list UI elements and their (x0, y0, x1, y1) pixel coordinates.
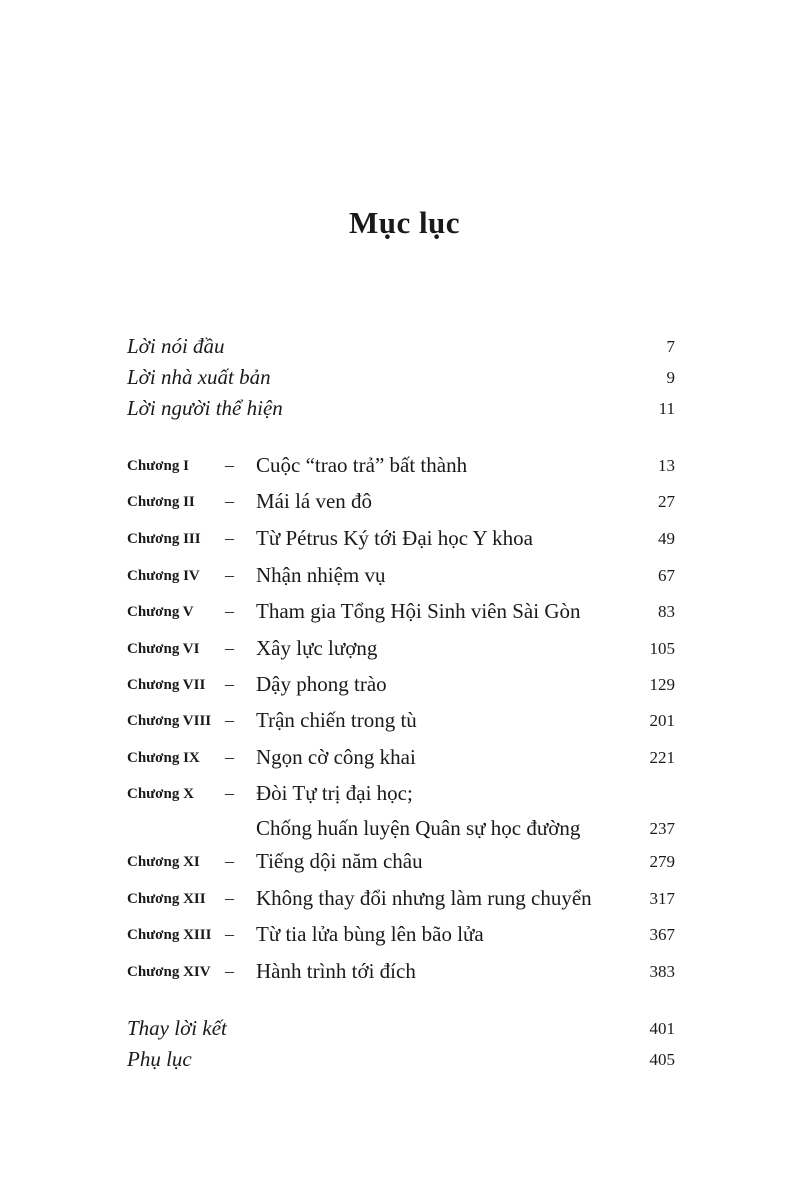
toc-entry-publisher-note (127, 362, 675, 392)
page-number: 83 (658, 602, 675, 621)
chapter-title: Nhận nhiệm vụ (256, 563, 386, 587)
toc-entry-chapter-14 (127, 956, 675, 986)
toc-entry-chapter-6 (127, 633, 675, 663)
separator-dash: – (225, 747, 234, 767)
page-number: 405 (649, 1050, 675, 1069)
chapter-title: Từ Pétrus Ký tới Đại học Y khoa (256, 526, 533, 550)
chapter-label: Chương VI (127, 641, 200, 657)
page-number: 129 (649, 675, 675, 694)
chapter-title: Từ tia lửa bùng lên bão lửa (256, 922, 484, 946)
chapter-title: Xây lực lượng (256, 636, 378, 660)
toc-entry-appendix (127, 1044, 675, 1074)
page-number: 105 (649, 639, 675, 658)
page-number: 49 (658, 529, 675, 548)
separator-dash: – (225, 888, 234, 908)
separator-dash: – (225, 961, 234, 981)
page-number: 11 (658, 399, 675, 418)
page-number: 401 (649, 1019, 675, 1038)
chapter-title: Trận chiến trong tù (256, 708, 417, 732)
toc-entry-chapter-4 (127, 560, 675, 590)
chapter-label: Chương XIII (127, 927, 212, 943)
page-number: 67 (658, 566, 675, 585)
chapter-label: Chương III (127, 531, 201, 547)
separator-dash: – (225, 924, 234, 944)
chapter-label: Chương II (127, 494, 195, 510)
chapter-label: Chương X (127, 786, 194, 802)
toc-entry-chapter-7 (127, 669, 675, 699)
toc-entry-conclusion (127, 1013, 675, 1043)
toc-entry-chapter-11 (127, 846, 675, 876)
toc-entry-chapter-3 (127, 523, 675, 553)
chapter-title: Hành trình tới đích (256, 959, 416, 983)
chapter-title: Mái lá ven đô (256, 489, 373, 513)
page-number: 317 (649, 889, 675, 908)
page-number: 27 (658, 492, 675, 511)
chapter-title: Tiếng dội năm châu (256, 849, 423, 873)
chapter-label: Chương XII (127, 891, 206, 907)
page-number: 201 (649, 711, 675, 730)
separator-dash: – (225, 674, 234, 694)
toc-entry-chapter-8 (127, 705, 675, 735)
chapter-title: Đòi Tự trị đại học; (256, 781, 413, 805)
chapter-title-line-2: Chống huấn luyện Quân sự học đường (256, 816, 581, 840)
page-number: 221 (649, 748, 675, 767)
entry-title: Phụ lục (127, 1047, 192, 1071)
page-number: 13 (658, 456, 675, 475)
page-number: 279 (649, 852, 675, 871)
page-title: Mục lục (348, 205, 461, 240)
page-number: 9 (666, 368, 675, 387)
page-number: 7 (666, 337, 675, 356)
chapter-title: Không thay đổi nhưng làm rung chuyển (256, 886, 592, 910)
chapter-label: Chương XI (127, 854, 200, 870)
separator-dash: – (225, 783, 234, 803)
toc-entry-chapter-1 (127, 450, 675, 480)
chapter-label: Chương XIV (127, 964, 211, 980)
chapter-label: Chương VIII (127, 713, 212, 729)
separator-dash: – (225, 565, 234, 585)
entry-title: Lời nhà xuất bản (127, 365, 271, 389)
toc-entry-chapter-2 (127, 486, 675, 516)
toc-entry-presenter-note (127, 393, 675, 423)
chapter-label: Chương IX (127, 750, 200, 766)
toc-entry-chapter-12 (127, 883, 675, 913)
separator-dash: – (225, 455, 234, 475)
chapter-title: Dậy phong trào (256, 672, 387, 696)
page-number: 367 (649, 925, 675, 944)
separator-dash: – (225, 638, 234, 658)
chapter-label: Chương V (127, 604, 194, 620)
separator-dash: – (225, 491, 234, 511)
toc-entry-chapter-10 (127, 778, 675, 844)
toc-entry-chapter-13 (127, 919, 675, 949)
chapter-label: Chương IV (127, 568, 200, 584)
separator-dash: – (225, 528, 234, 548)
toc-entry-chapter-9 (127, 742, 675, 772)
page-number: 237 (649, 819, 675, 838)
chapter-title: Ngọn cờ công khai (256, 745, 416, 769)
entry-title: Lời người thể hiện (127, 396, 283, 420)
separator-dash: – (225, 601, 234, 621)
chapter-label: Chương I (127, 458, 189, 474)
toc-entry-chapter-5 (127, 596, 675, 626)
chapter-label: Chương VII (127, 677, 206, 693)
chapter-title: Tham gia Tổng Hội Sinh viên Sài Gòn (256, 599, 581, 623)
separator-dash: – (225, 851, 234, 871)
entry-title: Thay lời kết (127, 1016, 227, 1040)
chapter-title: Cuộc “trao trả” bất thành (256, 453, 468, 477)
toc-entry-preface (127, 331, 675, 361)
entry-title: Lời nói đầu (127, 334, 225, 358)
separator-dash: – (225, 710, 234, 730)
page-number: 383 (649, 962, 675, 981)
